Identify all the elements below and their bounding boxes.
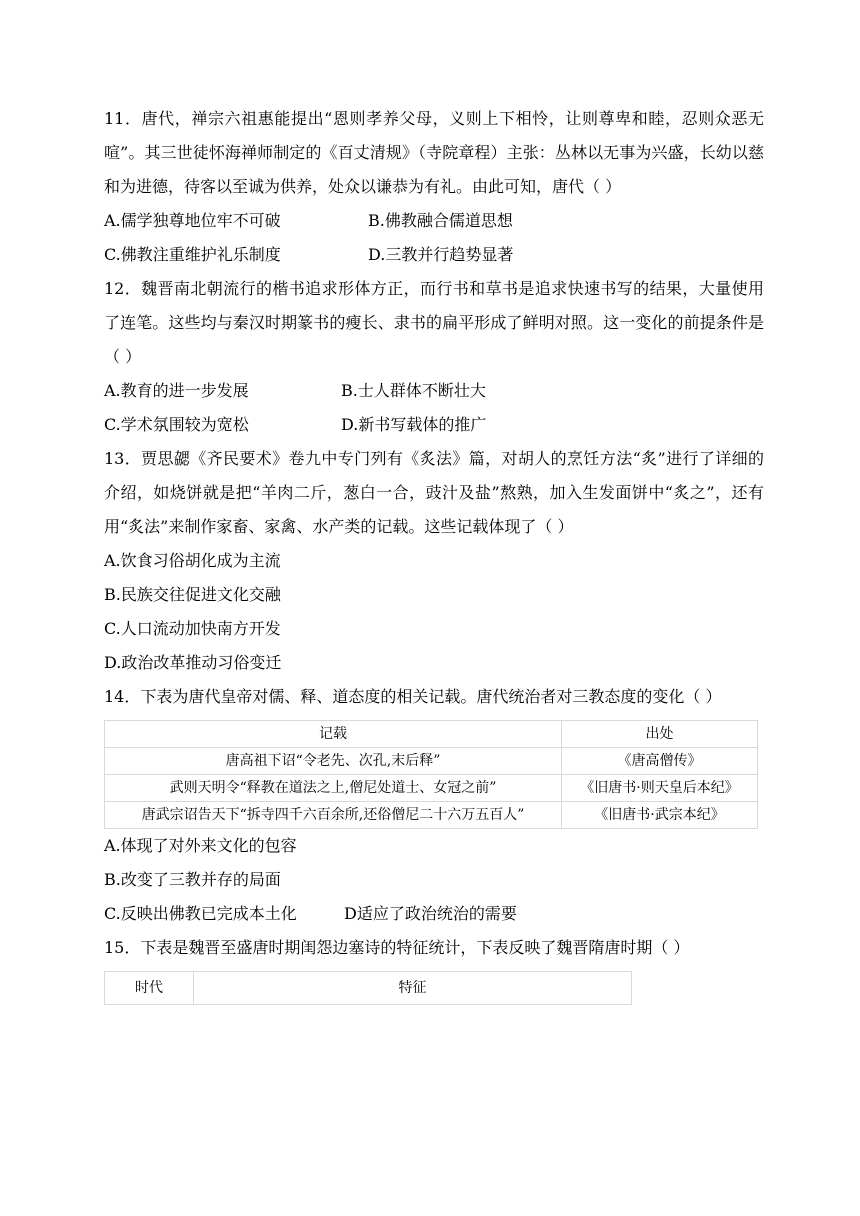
question-14-stem: 14．下表为唐代皇帝对儒、释、道态度的相关记载。唐代统治者对三教态度的变化（ ） [104, 687, 722, 706]
table-header-row [105, 721, 758, 748]
option-d[interactable]: D.新书写载体的推广 [341, 415, 487, 434]
option-b[interactable]: B.佛教融合儒道思想 [368, 211, 513, 230]
option-d[interactable]: D.政治改革推动习俗变迁 [104, 653, 282, 672]
question-15-stem: 15．下表是魏晋至盛唐时期闺怨边塞诗的特征统计，下表反映了魏晋隋唐时期（ ） [104, 938, 690, 957]
table-header-features: 特征 [194, 972, 632, 1005]
table-cell-source: 《唐高僧传》 [562, 748, 758, 775]
question-14-table [104, 720, 758, 829]
option-c[interactable]: C.学术氛围较为宽松 [104, 415, 249, 434]
question-13-stem: 13．贾思勰《齐民要术》卷九中专门列有《炙法》篇，对胡人的烹饪方法“炙”进行了详细的介绍，如烧饼就是把“羊肉二斤，葱白一合，豉汁及盐”熬熟，加入生发面饼中“炙之”，还有用“炙法”来制作家畜、家禽、水产类的记载。这些记载体现了（ ） [104, 449, 764, 536]
exam-page [104, 102, 764, 1005]
question-11-stem: 11．唐代，禅宗六祖惠能提出“恩则孝养父母，义则上下相怜，让则尊卑和睦，忍则众恶无喧”。其三世徒怀海禅师制定的《百丈清规》（寺院章程）主张：丛林以无事为兴盛，长幼以慈和为进德，待客以至诚为供养，处众以谦恭为有礼。由此可知，唐代（ ） [104, 109, 764, 196]
question-12-options-row-1 [104, 374, 764, 408]
question-12-stem: 12．魏晋南北朝流行的楷书追求形体方正，而行书和草书是追求快速书写的结果，大量使用了连笔。这些均与秦汉时期篆书的瘦长、隶书的扁平形成了鲜明对照。这一变化的前提条件是（ ） [104, 279, 764, 366]
option-b[interactable]: B.民族交往促进文化交融 [104, 585, 281, 604]
question-12-options-row-2 [104, 408, 764, 442]
table-cell-record: 唐武宗诏告天下“拆寺四千六百余所,还俗僧尼二十六万五百人” [105, 802, 562, 829]
table-row [105, 775, 758, 802]
question-11-options-row-2 [104, 238, 764, 272]
option-c[interactable]: C.佛教注重维护礼乐制度 [104, 245, 281, 264]
option-b[interactable]: B.改变了三教并存的局面 [104, 870, 281, 889]
table-row [105, 748, 758, 775]
question-11-options-row-1 [104, 204, 764, 238]
table-cell-record: 武则天明令“释教在道法之上,僧尼处道士、女冠之前” [105, 775, 562, 802]
table-header-source: 出处 [562, 721, 758, 748]
table-header-record: 记载 [105, 721, 562, 748]
option-a[interactable]: A.体现了对外来文化的包容 [104, 836, 297, 855]
table-row [105, 802, 758, 829]
question-15-table [104, 971, 632, 1005]
question-14-options-row-cd [104, 897, 764, 931]
table-cell-record: 唐高祖下诏“令老先、次孔,末后释” [105, 748, 562, 775]
option-a[interactable]: A.儒学独尊地位牢不可破 [104, 211, 281, 230]
option-d[interactable]: D.三教并行趋势显著 [368, 245, 514, 264]
option-c[interactable]: C.反映出佛教已完成本土化 [104, 904, 297, 923]
option-b[interactable]: B.士人群体不断壮大 [341, 381, 486, 400]
option-c[interactable]: C.人口流动加快南方开发 [104, 619, 281, 638]
option-a[interactable]: A.教育的进一步发展 [104, 381, 249, 400]
table-header-era: 时代 [105, 972, 194, 1005]
table-header-row [105, 972, 632, 1005]
table-cell-source: 《旧唐书·则天皇后本纪》 [562, 775, 758, 802]
option-d[interactable]: D适应了政治统治的需要 [344, 904, 517, 923]
option-a[interactable]: A.饮食习俗胡化成为主流 [104, 551, 281, 570]
table-cell-source: 《旧唐书·武宗本纪》 [562, 802, 758, 829]
